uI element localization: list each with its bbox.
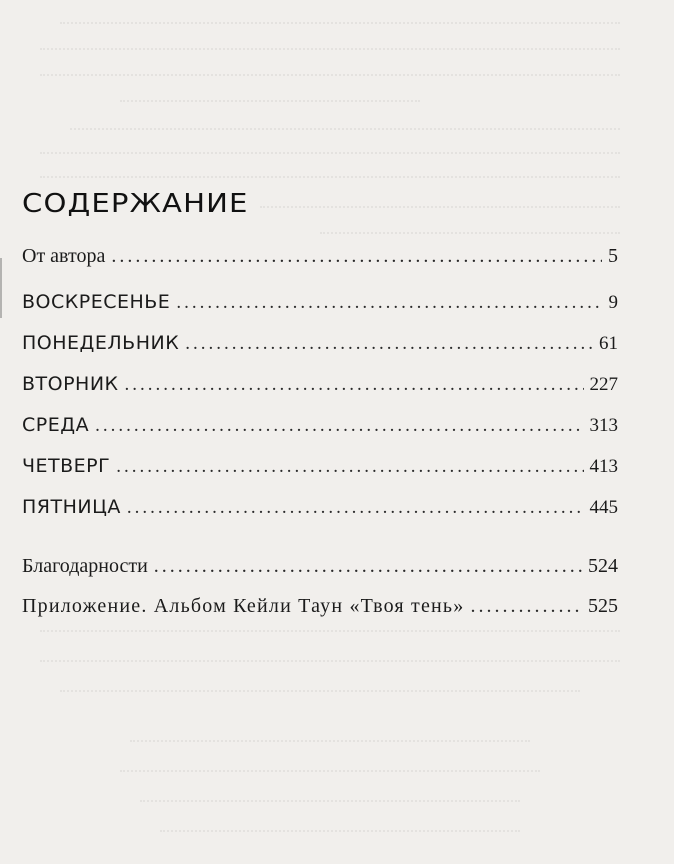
toc-entry-page: 9: [608, 292, 618, 313]
toc-leader-dots: [116, 455, 583, 479]
toc-entry-wednesday: [22, 413, 618, 438]
toc-entry-appendix: [22, 594, 618, 618]
toc-leader-dots: [111, 244, 602, 268]
toc-leader-dots: [470, 594, 582, 618]
toc-entry-label: Приложение. Альбом Кейли Таун «Твоя тень»: [22, 595, 465, 617]
toc-entry-label: Благодарности: [22, 555, 148, 577]
toc-leader-dots: [176, 291, 602, 315]
toc-entry-label: ПОНЕДЕЛЬНИК: [22, 332, 180, 354]
toc-entry-page: 227: [589, 374, 618, 395]
toc-entry-acknowledgements: [22, 554, 618, 578]
toc-entry-page: 413: [589, 456, 618, 477]
toc-leader-dots: [95, 414, 583, 438]
toc-entry-label: ВОСКРЕСЕНЬЕ: [22, 291, 171, 313]
toc-entry-author: [22, 244, 618, 268]
toc-entry-monday: [22, 331, 618, 356]
toc-leader-dots: [185, 332, 593, 356]
toc-entry-sunday: [22, 290, 618, 315]
toc-entry-tuesday: [22, 372, 618, 397]
toc-entry-label: СРЕДА: [22, 414, 90, 436]
toc-leader-dots: [125, 373, 584, 397]
toc-leader-dots: [127, 496, 584, 520]
toc-entry-friday: [22, 495, 618, 520]
toc-leader-dots: [154, 554, 582, 578]
toc-entry-page: 313: [589, 415, 618, 436]
toc-entry-page: 445: [589, 497, 618, 518]
toc-entry-label: ЧЕТВЕРГ: [22, 455, 111, 477]
page-edge-mark: [0, 258, 2, 318]
toc-entry-page: 525: [588, 595, 618, 617]
toc-entry-label: ВТОРНИК: [22, 373, 119, 395]
toc-entry-thursday: [22, 454, 618, 479]
toc-entry-page: 524: [588, 555, 618, 577]
toc-entry-page: 61: [599, 333, 618, 354]
toc-title: СОДЕРЖАНИЕ: [22, 189, 249, 219]
toc-entry-page: 5: [608, 245, 618, 267]
toc-entry-label: ПЯТНИЦА: [22, 496, 121, 518]
table-of-contents: [22, 190, 618, 618]
toc-entry-label: От автора: [22, 245, 106, 267]
